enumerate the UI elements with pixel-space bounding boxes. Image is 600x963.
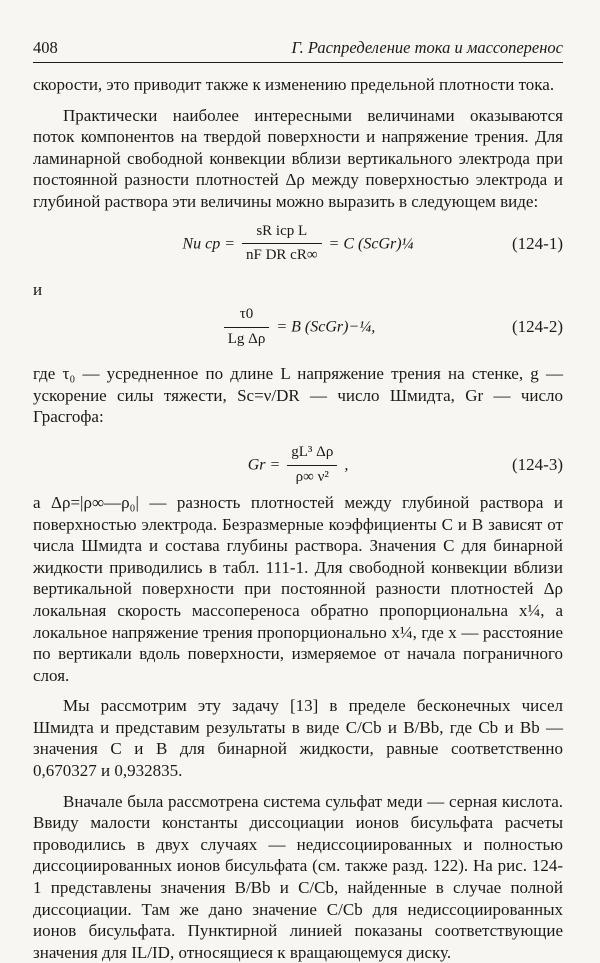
paragraph-6: Вначале была рассмотрена система сульфат меди — серная кислота. Ввиду малости константы диссоциации ионов бисульфата расчеты проводились в двух случаях — недиссоциированных и полностью диссоциированных ионов бисульфата (см. также разд. 122). На рис. 124-1 представлены значения B/Bb и C/Cb, найденные в случае полной диссоциации. Там же дано значение C/Cb для недиссоциированных ионов бисульфата. Пунктирной линией показаны соответствующие значения для IL/ID, относящиеся к вращающемуся диску. — [33, 791, 563, 962]
paragraph-5: Мы рассмотрим эту задачу [13] в пределе бесконечных чисел Шмидта и представим результаты в виде C/Cb и B/Bb, где Cb и Bb — значения C и B для бинарной жидкости, равные соответственно 0,670327 и 0,932835. — [33, 696, 563, 781]
equation-rhs: = C (ScGr)¼ — [328, 234, 414, 252]
running-title: Г. Распределение тока и массоперенос — [291, 38, 563, 57]
equation-number: (124-2) — [512, 317, 563, 337]
equation-number: (124-1) — [512, 233, 563, 253]
equation-lhs: Nu cp = — [182, 234, 235, 252]
conjunction: и — [33, 279, 43, 299]
page-header — [33, 36, 563, 63]
paragraph-2: Практически наиболее интересными величинами оказываются поток компонентов на твердой поверхности и напряжение трения. Для ламинарной свободной конвекции вблизи вертикального электрода при постоянной разности плотностей Δρ между поверхностью электрода и глубиной раствора эти величины можно выразить в следующем виде: — [33, 105, 563, 211]
equation-number: (124-3) — [512, 454, 563, 474]
page-body — [33, 74, 563, 963]
fraction — [287, 442, 337, 488]
paragraph-3: где τ₀ — усредненное по длине L напряжение трения на стенке, g — ускорение силы тяжести, Sc=ν/DR — число Шмидта, Gr — число Грасгофа: — [33, 364, 563, 427]
fraction-numerator: τ0 — [224, 304, 270, 328]
equation-124-1 — [33, 221, 563, 273]
equation-124-3 — [33, 442, 563, 492]
fraction-denominator: nF DR cR∞ — [246, 247, 318, 264]
fraction-numerator: gL³ Δρ — [287, 442, 337, 466]
equation-lhs: Gr = — [247, 456, 281, 474]
fraction — [224, 304, 270, 350]
paragraph-1: скорости, это приводит также к изменению предельной плотности тока. — [33, 75, 555, 94]
fraction-denominator: Lg Δρ — [227, 330, 266, 347]
fraction-numerator: sR icp L — [242, 221, 322, 245]
page-number: 408 — [33, 38, 58, 57]
equation-124-2 — [33, 304, 563, 354]
equation-rhs: = B (ScGr)−¼, — [276, 318, 376, 336]
fraction-denominator: ρ∞ ν² — [295, 468, 329, 485]
paragraph-4: а Δρ=|ρ∞—ρ₀| — разность плотностей между глубиной раствора и поверхностью электрода. Безразмерные коэффициенты C и B зависят от числа Шмидта и состава глубины раствора. Значения C для бинарной жидкости приводились в табл. 111-1. Для свободной конвекции вблизи вертикальной поверхности при постоянной разности плотностей Δρ локальная скорость массопереноса обратно пропорциональна x¼, а локальное напряжение трения пропорционально x¼, где x — расстояние по вертикали вдоль поверхности, измеряемое от начала пограничного слоя. — [33, 492, 563, 685]
fraction — [242, 221, 322, 267]
equation-rhs: , — [344, 456, 349, 474]
